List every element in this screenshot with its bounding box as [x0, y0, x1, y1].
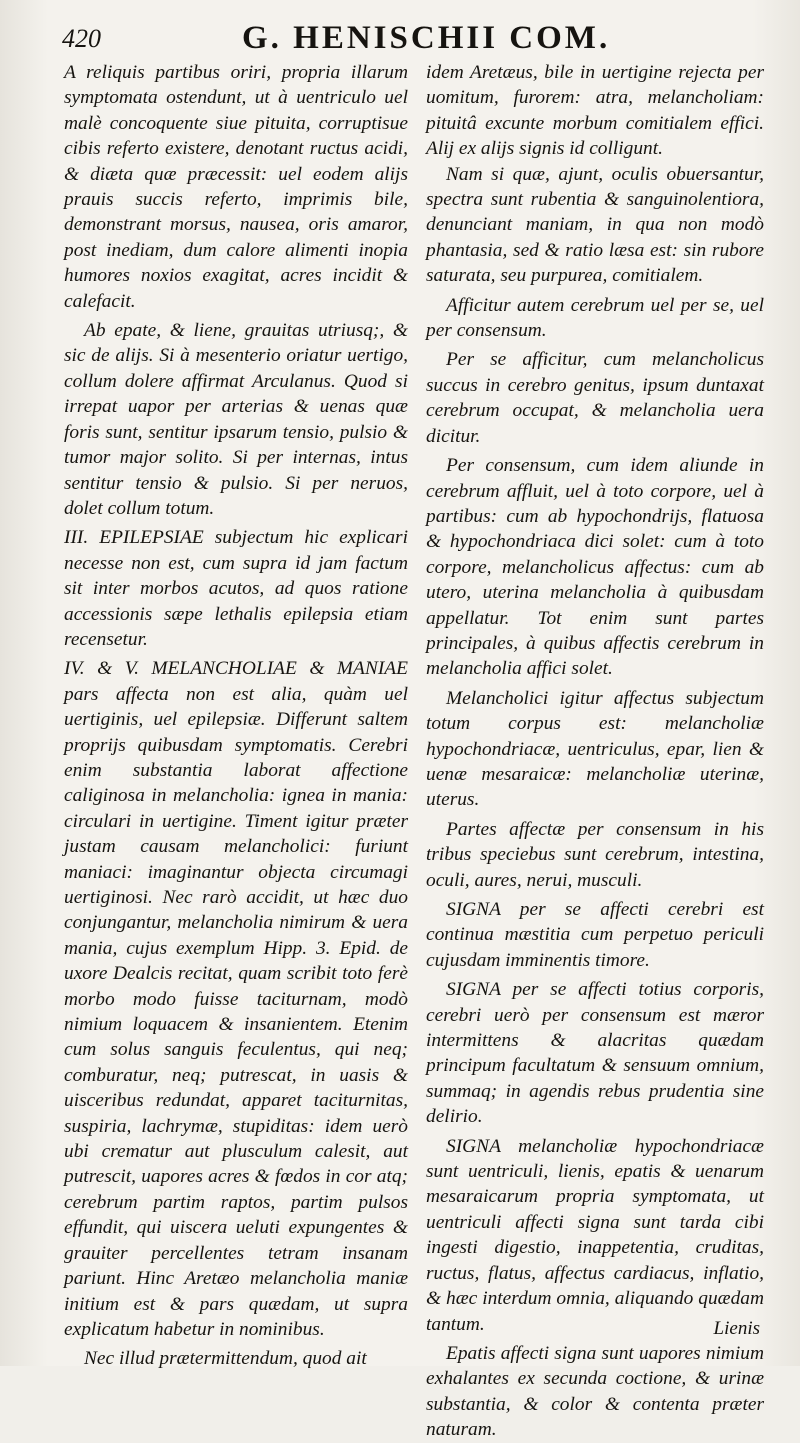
paragraph: SIGNA melancholiæ hypochondriacæ sunt uentriculi, lienis, epatis & uenarum mesaraicarum propria symptomata, ut uentriculi affecti signa sunt tarda cibi ingesti digestio, inappetentia, cruditas, ructus, flatus, affectus cardiacus, inflatio, & hæc interdum omnia, aliquando quædam tantum. [426, 1135, 764, 1335]
paragraph: III. EPILEPSIAE subjectum hic explicari necesse non est, cum supra id jam factum sit inter morbos acutos, ad quos ratione accessionis sæpe lethalis epilepsia etiam recensetur. [64, 527, 408, 650]
page-number: 420 [62, 24, 101, 53]
page-header [62, 20, 762, 60]
paragraph: IV. & V. MELANCHOLIAE & MANIAE pars affecta non est alia, quàm uel uertiginis, uel epilepsiæ. Differunt saltem proprijs quibusdam symptomatis. Cerebri enim substantia laborat affectione caliginosa in melancholia: ignea in mania: circulari in uertigine. Timent igitur præter justam causam melancholici: furiunt maniaci: imaginantur objecta circumagi uertiginosi. Nec rarò accidit, ut hæc duo conjungantur, melancholia nimirum & uera mania, cujus exemplum Hipp. 3. Epid. de uxore Dealcis recitat, quam scribit toto ferè morbo modo fuisse taciturnam, modò nimium loquacem & insanientem. Etenim cum solus sanguis feculentus, qui neq; comburatur, neq; putrescat, in uasis & uisceribus redundat, apparet taciturnitas, suspiria, lachrymæ, stupiditas: idem uerò ubi crematur aut plusculum calesit, aut putrescit, uapores acres & fœdos in cor atq; cerebrum partim raptos, partim pulsos effundit, qui uiscera ueluti expungentes & grauiter percellentes tetram insanam pariunt. Hinc Aretæo melancholia maniæ initium est & pars quædam, ut supra explicatum habetur in nominibus. [64, 658, 408, 1340]
paragraph: Per se afficitur, cum melancholicus succus in cerebro genitus, ipsum duntaxat cerebrum occupat, & melancholia uera dicitur. [426, 349, 764, 447]
paragraph: SIGNA per se affecti totius corporis, cerebri uerò per consensum est mæror intermittens & alacritas quædam principum facultatum & sensuum omnium, summaq; in agendis rebus prudentia sine delirio. [426, 979, 764, 1128]
paragraph: A reliquis partibus oriri, propria illarum symptomata ostendunt, ut à uentriculo uel malè concoquente siue pituita, corruptisue cibis referto existere, denotant ructus acidi, & diæta quæ præcessit: uel eodem alijs prauis succis referto, imprimis bile, demonstrant morsus, nausea, oris amaror, post inediam, dum calore alimenti inopia humores noxios exagitat, acres incidit & calefacit. [64, 62, 408, 312]
right-column [426, 60, 764, 1443]
paragraph: Melancholici igitur affectus subjectum totum corpus est: melancholiæ hypochondriacæ, uentriculus, epar, lien & uenæ mesaraicæ: melancholiæ uterinæ, uterus. [426, 687, 764, 811]
paragraph: Nam si quæ, ajunt, oculis obuersantur, spectra sunt rubentia & sanguinolentiora, denunciant maniam, in qua non modò phantasia, sed & ratio læsa est: sin rubore saturata, seu purpurea, comitialem. [426, 163, 764, 287]
paragraph: Epatis affecti signa sunt uapores nimium exhalantes ex secunda coctione, & urinæ substantia, & color & contenta præter naturam. [426, 1342, 764, 1441]
paragraph: SIGNA per se affecti cerebri est continua mæstitia cum perpetuo periculi cujusdam imminentis timore. [426, 899, 764, 971]
paragraph: Nec illud prætermittendum, quod ait [84, 1348, 367, 1370]
paragraph: Per consensum, cum idem aliunde in cerebrum affluit, uel à toto corpore, uel à partibus: cum ab hypochondrijs, flatuosa & hypochondriaca dici solet: cum à toto corpore, melancholicus affectus: cum ab utero, uterina melancholia à quibusdam appellatur. Tot enim sunt partes principales, à quibus affectis cerebrum in melancholia affici solet. [426, 455, 764, 680]
paragraph: idem Aretæus, bile in uertigine rejecta per uomitum, furorem: atra, melancholiam: pituitâ excunte morbum comitialem effici. Alij ex alijs signis id colligunt. [426, 62, 764, 160]
catchword: Lienis [713, 1318, 760, 1339]
left-column [64, 60, 408, 1372]
paragraph: Ab epate, & liene, grauitas utriusq;, & sic de alijs. Si à mesenterio oriatur uertigo, collum dolere affirmat Arculanus. Quod si irrepat uapor per arterias & uenas quæ foris sunt, sentitur ipsarum tensio, pulsio & tumor major solito. Si per internas, intus sentitur tensio & pulsio. Si per neruos, dolet collum totum. [64, 320, 408, 519]
running-head: G. HENISCHII COM. [242, 20, 611, 56]
paragraph: Partes affectæ per consensum in his tribus speciebus sunt cerebrum, intestina, oculi, aures, nerui, musculi. [426, 818, 764, 891]
paragraph: Afficitur autem cerebrum uel per se, uel per consensum. [426, 294, 764, 342]
